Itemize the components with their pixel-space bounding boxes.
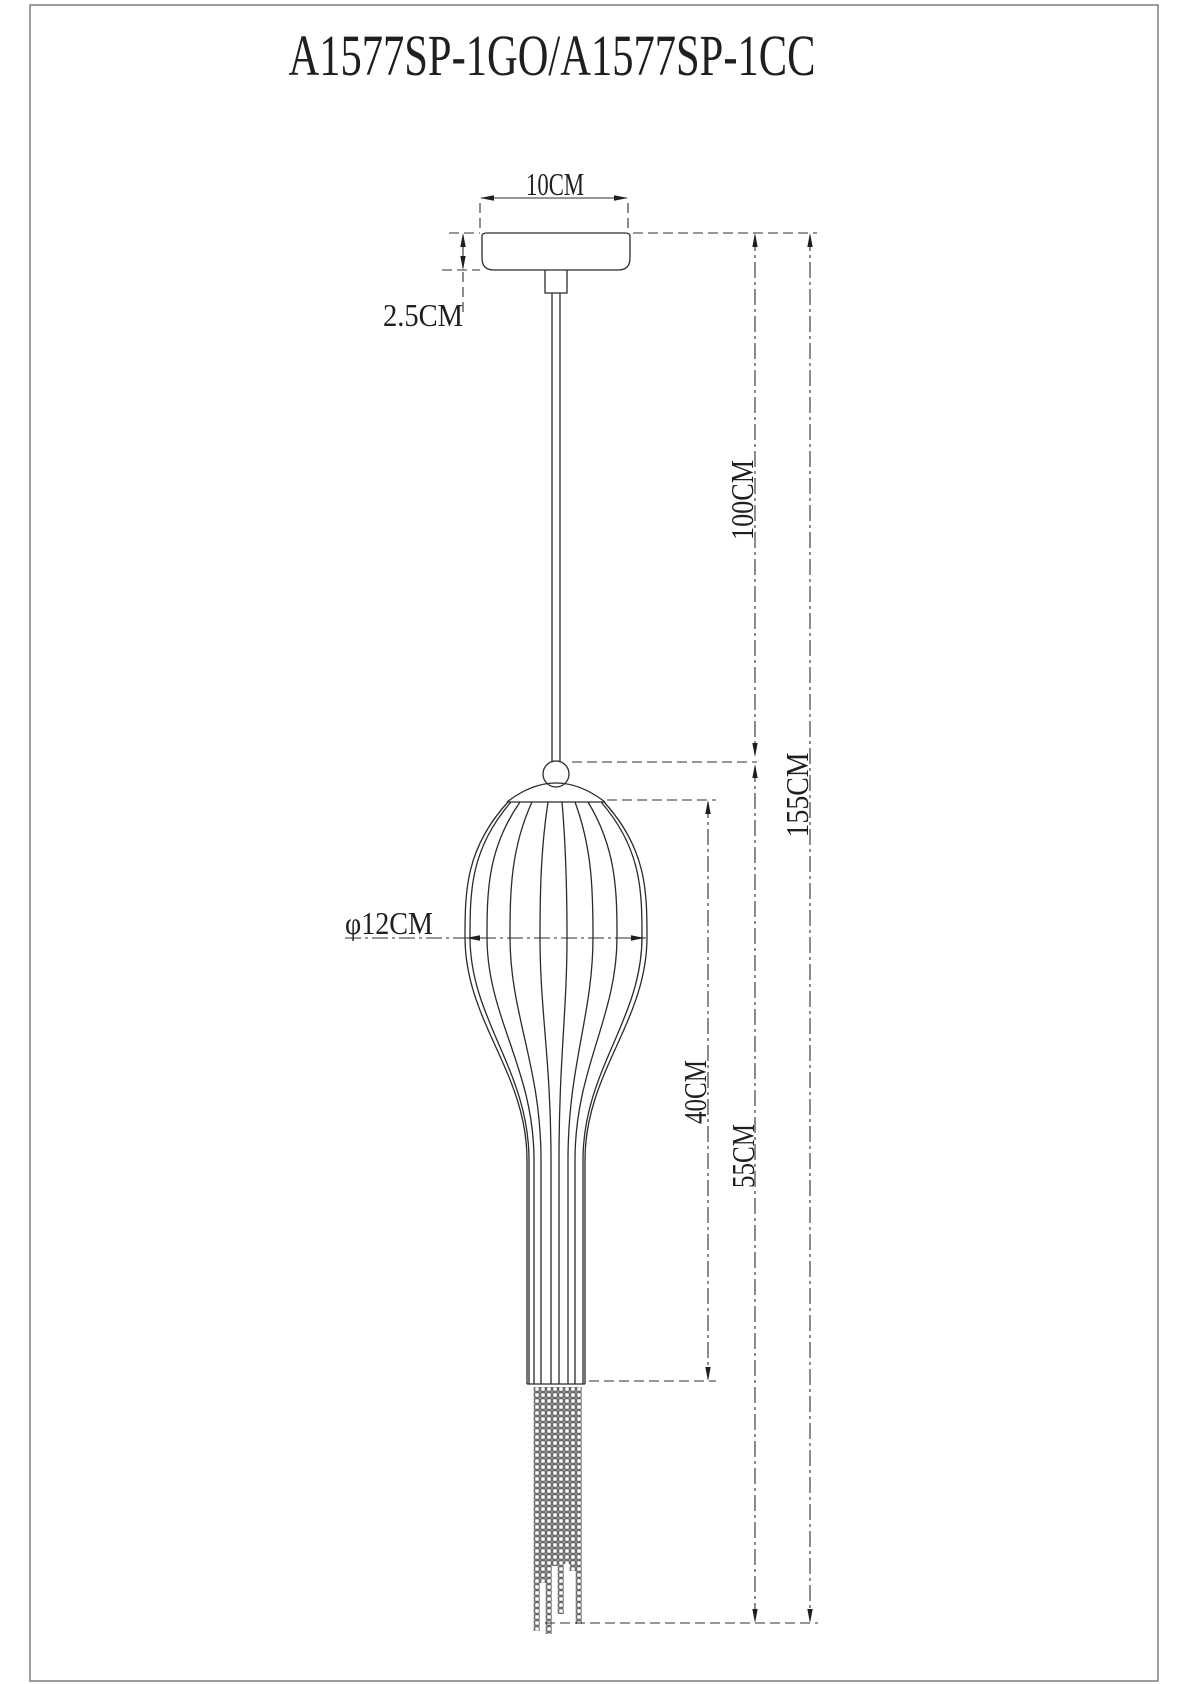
ribbed-shade xyxy=(465,802,647,1384)
lamp-figure xyxy=(465,233,647,1634)
total-height-label: 155CM xyxy=(779,739,815,838)
ceiling-canopy xyxy=(482,233,630,270)
canopy-height-label: 2.5CM xyxy=(383,297,463,333)
drawing-title: A1577SP-1GO/A1577SP-1CC xyxy=(288,23,816,88)
cord-length-label: 100CM xyxy=(724,442,760,540)
sheet-border xyxy=(30,5,1158,1681)
canopy-width-label: 10CM xyxy=(526,166,584,202)
shade-dome xyxy=(507,783,605,802)
cord-grip xyxy=(545,270,567,293)
fixture-height-label: 55CM xyxy=(725,1106,761,1188)
shade-height-label: 40CM xyxy=(677,1042,713,1124)
shade-diameter-label: φ12CM xyxy=(345,905,433,941)
chain-tassels xyxy=(534,1387,582,1634)
